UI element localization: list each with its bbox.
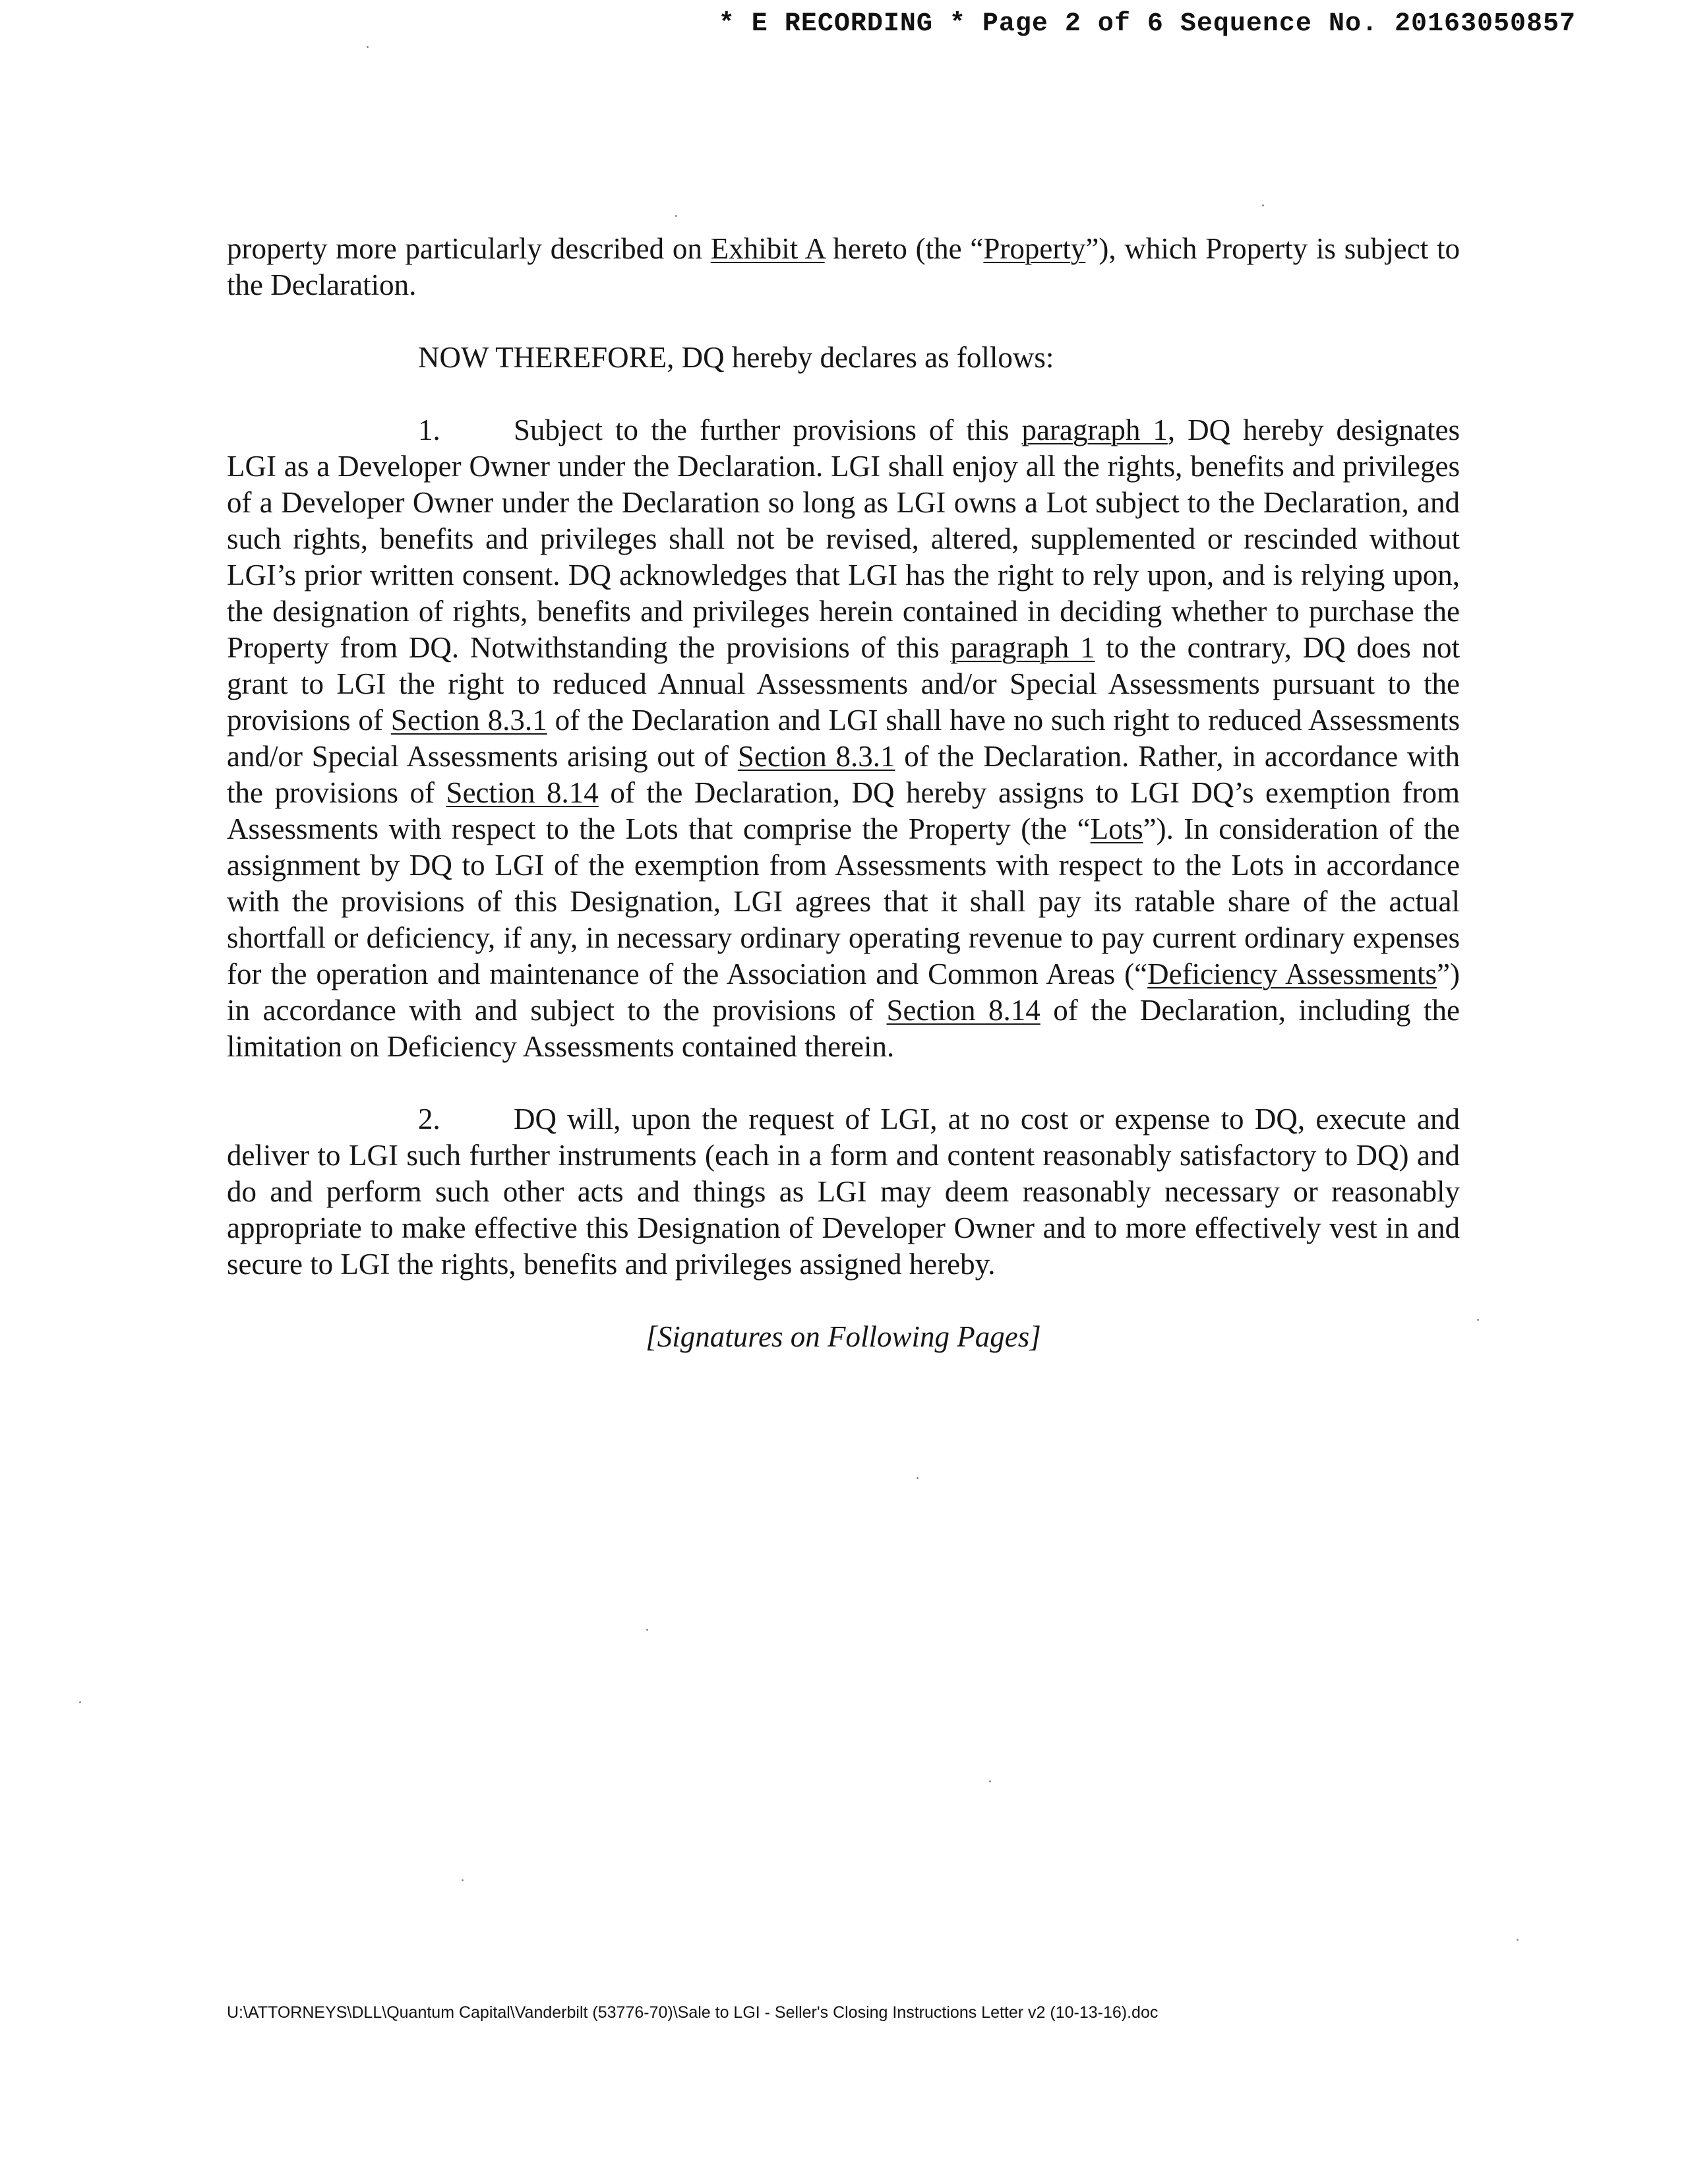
scan-speck (367, 46, 369, 48)
p1-text-1: Subject to the further provisions of this (514, 413, 1022, 446)
scan-speck (1477, 1319, 1479, 1321)
signatures-note: [Signatures on Following Pages] (646, 1320, 1041, 1353)
scan-speck (1517, 1939, 1519, 1941)
section-8-3-1-reference-2: Section 8.3.1 (737, 740, 895, 773)
paragraph-2 (227, 1101, 1460, 1283)
document-body (227, 231, 1460, 1355)
intro-text-2: hereto (the “ (824, 232, 984, 265)
p1-text-4: of the Declaration and LGI shall have no such right to reduced Assessments and/or Special Assessments arising out of (227, 704, 1461, 773)
p1-text-6: of the Declaration, DQ hereby assigns to LGI DQ’s exemption from Assessments with respect to the Lots that comprise the Property (the “ (227, 776, 1460, 845)
p1-text-2: , DQ hereby designates LGI as a Developer Owner under the Declaration. LGI shall enjoy all the rights, benefits and privileges of a Developer Owner under the Declaration so long as LGI owns a Lot subject to the Declaration, and such rights, benefits and privileges shall not be revised, altered, supplemented or rescinded without LGI’s prior written consent. DQ acknowledges that LGI has the right to rely upon, and is relying upon, the designation of rights, benefits and privileges herein contained in deciding whether to purchase the Property from DQ. Notwithstanding the provisions of this (227, 413, 1461, 664)
scan-speck (675, 215, 677, 217)
section-8-3-1-reference: Section 8.3.1 (390, 704, 547, 737)
paragraph-1-number: 1. (418, 413, 440, 446)
intro-paragraph (227, 231, 1460, 303)
p1-text-8: ”) in accordance with and subject to the provisions of (227, 957, 1460, 1027)
scan-speck (462, 1879, 464, 1881)
paragraph-2-number: 2. (418, 1103, 440, 1136)
p1-text-3: to the contrary, DQ does not grant to LGI the right to reduced Annual Assessments and/or Special Assessments pursuant to the provisions of (227, 631, 1460, 737)
p1-text-5: of the Declaration. Rather, in accordance with the provisions of (227, 740, 1460, 809)
paragraph-1-reference: paragraph 1 (1021, 413, 1168, 446)
section-8-14-reference: Section 8.14 (446, 776, 599, 809)
paragraph-1-reference-2: paragraph 1 (950, 631, 1095, 664)
scan-speck (917, 1477, 919, 1479)
p1-text-9: of the Declaration, including the limitation on Deficiency Assessments contained therein. (227, 994, 1460, 1063)
exhibit-a-reference: Exhibit A (710, 232, 825, 265)
recording-stamp: * E RECORDING * Page 2 of 6 Sequence No. 20163050857 (718, 9, 1576, 39)
lots-defined-term: Lots (1090, 812, 1143, 845)
section-8-14-reference-2: Section 8.14 (886, 994, 1040, 1027)
footer-file-path: U:\ATTORNEYS\DLL\Quantum Capital\Vanderbilt (53776-70)\Sale to LGI - Seller's Closing Instructions Letter v2 (10-13-16).doc (227, 2003, 1159, 2022)
now-therefore-clause: NOW THEREFORE, DQ hereby declares as follows: (418, 341, 1054, 374)
deficiency-assessments-defined-term: Deficiency Assessments (1147, 957, 1437, 990)
scan-speck (79, 1701, 81, 1703)
scan-speck (1262, 204, 1264, 206)
intro-text-1: property more particularly described on (227, 232, 711, 265)
p1-text-7: ”). In consideration of the assignment by DQ to LGI of the exemption from Assessments with respect to the Lots in accordance with the provisions of this Designation, LGI agrees that it shall pay its ratable share of the actual shortfall or deficiency, if any, in necessary ordinary operating revenue to pay current ordinary expenses for the operation and maintenance of the Association and Common Areas (“ (227, 812, 1460, 990)
scan-speck (646, 1629, 648, 1631)
property-defined-term: Property (983, 232, 1086, 265)
intro-text-3: ”), which Property is subject to the Declaration. (227, 232, 1461, 301)
scan-speck (989, 1780, 991, 1782)
p2-text: DQ will, upon the request of LGI, at no cost or expense to DQ, execute and deliver to LGI such further instruments (each in a form and content reasonably satisfactory to DQ) and do and perform such other acts and things as LGI may deem reasonably necessary or reasonably appropriate to make effective this Designation of Developer Owner and to more effectively vest in and secure to LGI the rights, benefits and privileges assigned hereby. (227, 1103, 1460, 1281)
paragraph-1 (227, 412, 1460, 1065)
